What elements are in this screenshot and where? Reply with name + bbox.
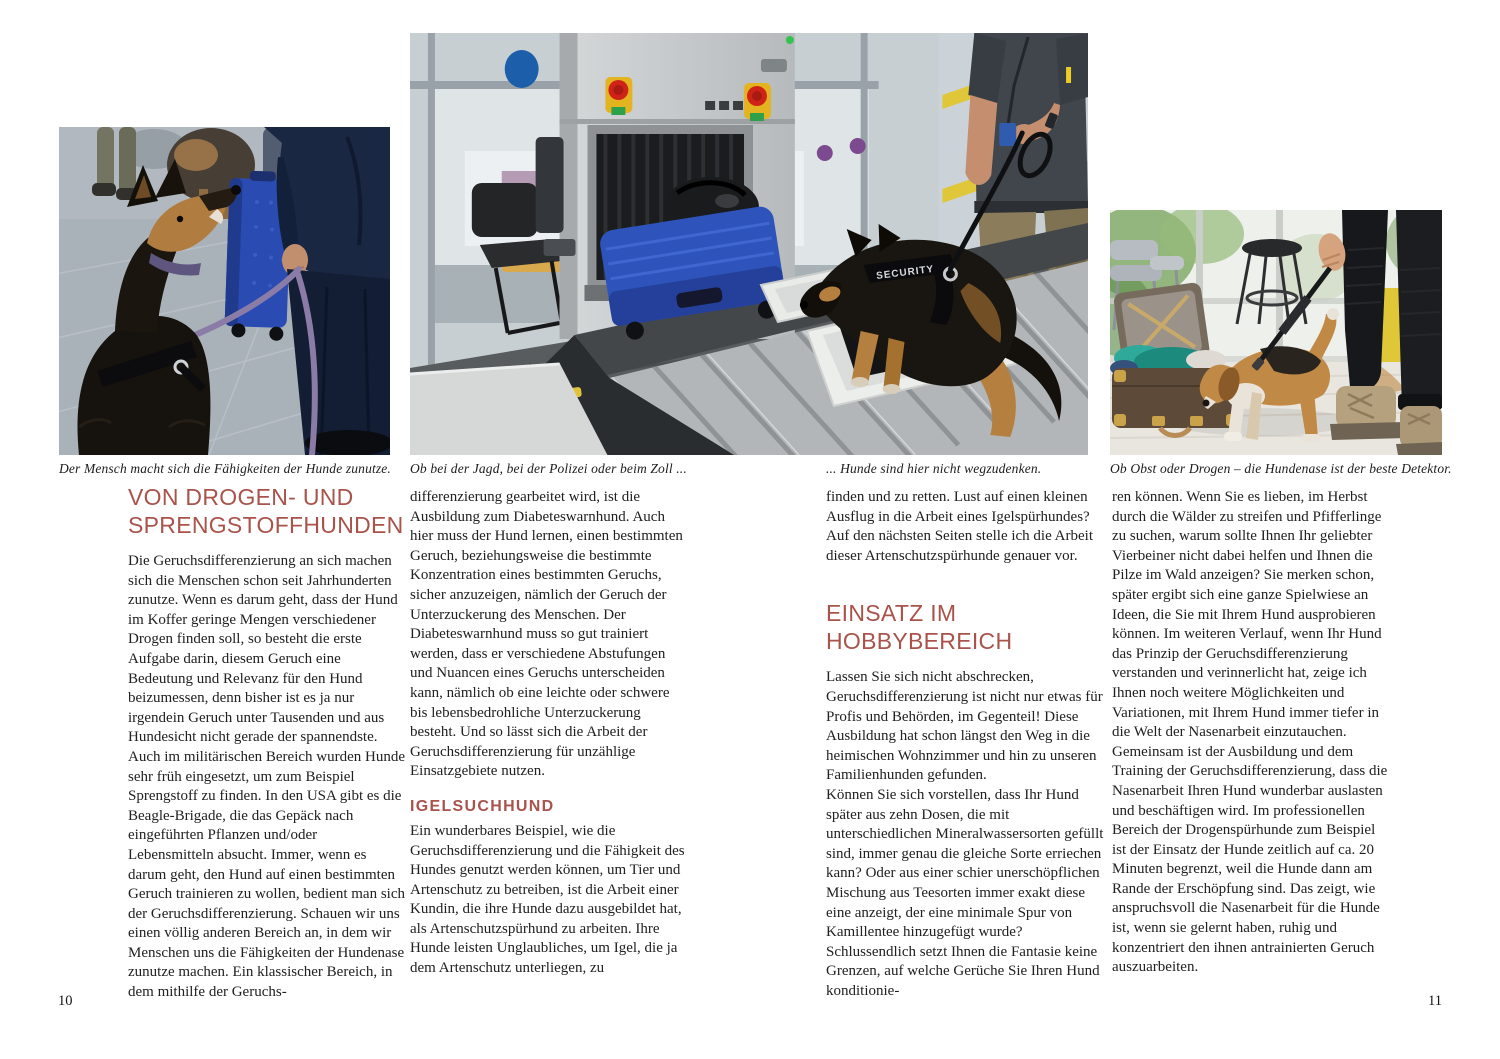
black-pant-left [1342, 210, 1388, 391]
body-paragraph: ren können. Wenn Sie es lieben, im Herbst durch die Wälder zu streifen und Pfifferlinge zu suchen, warum sollte Ihnen Ihr geliebter Vierbeiner nicht dabei helfen und Ihnen die Pilze im Wald anzeigen? Sie merken schon, später ergibt sich eine ganze Spielwiese an Ideen, die Sie mit Ihrem Hund ausprobieren können. Im weiteren Verlauf, wenn Ihr Hund das Prinzip der Geruchsdifferenzierung verstanden und verinnerlicht hat, zeige ich Ihnen noch weitere Möglichkeiten und Variationen, mit Ihrem Hund immer tiefer in die Welt der Nasenarbeit einzutauchen. [1112, 489, 1382, 741]
caption-photo-right: Ob Obst oder Drogen – die Hundenase ist der beste Detektor. [1110, 461, 1452, 476]
body-paragraph: Die Geruchsdifferenzierung an sich machen sich die Menschen schon seit Jahrhunderten zunutze. Wenn es darum geht, dass der Hund im Koffer geringe Mengen verschiedener Drogen finden soll, so besteht die erste Aufgabe darin, diesem Geruch eine Bedeutung und Relevanz für den Hund beizumessen, denn bisher ist es ja nur irgendein Geruch unter Tausenden und aus Hundesicht nicht gerade der spannendste. Auch im militärischen Bereich wurden Hunde sehr früh eingesetzt, um zum Beispiel Sprengstoff zu finden. In den USA gibt es die Beagle-Brigade, die das Gepäck nach eingeführten Pflanzen und/oder Lebensmitteln absucht. Immer, wenn es darum geht, den Hund auf einen bestimmten Geruch trainieren zu wollen, bedient man sich der Geruchsdifferenzierung. Schauen wir uns einen völlig anderen Bereich an, in dem wir Menschen uns die Fähigkeiten der Hundenase zunutze machen. Ein klassischer Bereich, in dem mithilfe der Geruchs- [128, 553, 406, 1001]
beagle-illustration [1110, 210, 1442, 455]
heading-drogen-sprengstoffhunde: VON DROGEN- UND SPRENGSTOFFHUNDEN [128, 484, 404, 538]
heading-einsatz-hobbybereich: EINSATZ IM HOBBYBEREICH [826, 600, 1013, 654]
caption-photo-left: Der Mensch macht sich die Fähigkeiten der Hunde zunutze. [59, 461, 391, 476]
yellow-pen [1066, 67, 1071, 83]
text-column-3 [826, 488, 1104, 1001]
polo-sleeve-right [1056, 33, 1088, 105]
page-number-left: 10 [58, 993, 73, 1009]
dog-eye [177, 216, 183, 222]
body-paragraph: Ein wunderbares Beispiel, wie die Geruchsdifferenzierung und die Fähigkeit des Hundes genutzt werden können, um Tier und Artenschutz zu betreiben, ist die Arbeit einer Kundin, die ihre Hunde dazu ausgebildet hat, als Artenschutzspürhund zu arbeiten. Ihre Hunde leisten Unglaubliches, um Igel, die ja dem Artenschutz unterliegen, zu [410, 822, 685, 977]
body-paragraph: Können Sie sich vorstellen, dass Ihr Hund später aus zehn Dosen, die mit unterschiedlichen Mineralwassersorten gefüllt sind, immer genau die gleiche Sorte erriechen kann? Oder aus einer schier unerschöpflichen Mischung aus Teesorten immer exakt diese eine anzeigt, der eine minimale Spur von Kamillentee hinzugefügt wurde? Schlussendlich setzt Ihnen die Fantasie keine Grenzen, auf welche Gerüche Sie Ihren Hund konditionie- [826, 786, 1104, 999]
photo-security-checkpoint [410, 33, 1088, 455]
vent [761, 59, 787, 72]
caption-photo-center-right: ... Hunde sind hier nicht wegzudenken. [826, 461, 1042, 476]
front-paw [1224, 432, 1242, 441]
emergency-stop-button-2 [744, 83, 771, 121]
body-paragraph: Lassen Sie sich nicht abschrecken, Geruchsdifferenzierung ist nicht nur etwas für Profis und Behörden, im Gegenteil! Diese Ausbildung hat schon längst den Weg in die heimischen Wohnzimmer und hin zu unseren Familienhunden gefunden. [826, 669, 1103, 784]
monitor [536, 137, 564, 233]
text-column-2 [410, 488, 688, 979]
body-paragraph: Gemeinsam ist der Ausbildung und dem Training der Geruchsdifferenzierung, dass die Nasenarbeit Ihren Hund wunderbar auslasten und beschäftigen wird. Im professionellen Bereich der Drogenspürhunde zum Beispiel ist der Einsatz der Hunde zeitlich auf ca. 20 Minuten begrenzt, weil die Hunde dann am Rande der Erschöpfung sind. Das zeigt, wie anspruchsvoll die Nasenarbeit für die Hunde ist, wenn sie gelernt haben, ruhig und konzentriert den ihnen antrainierten Geruch auszuarbeiten. [1112, 743, 1388, 976]
dog-handler-illustration [59, 127, 390, 455]
tail-white-tip [1327, 308, 1339, 320]
photo-beagle-suitcase [1110, 210, 1442, 455]
dog-nose [231, 185, 241, 195]
checkpoint-illustration [410, 33, 1088, 455]
photo-dog-and-handler [59, 127, 390, 455]
keypad [544, 239, 576, 256]
beagle-nose [1203, 400, 1210, 407]
page-number-right: 11 [1428, 993, 1442, 1009]
dog-nose [800, 301, 808, 309]
black-pant-right [1396, 210, 1442, 410]
indicator-squares [705, 101, 743, 110]
body-paragraph: differenzierung gearbeitet wird, ist die Ausbildung zum Diabeteswarnhund. Auch hier muss der Hund lernen, einen bestimmten Geruch, beziehungsweise die bestimmte Konzentration eines bestimmten Geruchs, sicher anzuzeigen, nämlich der Geruch der Unterzuckerung des Menschen. Der Diabeteswarnhund muss so gut trainiert werden, dass er verschiedene Abstufungen und Nuancen eines Geruchs unterscheiden kann, nämlich ob eine leichte oder schwere bis lebensbedrohliche Unterzuckerung besteht. Und so lässt sich die Arbeit der Geruchsdifferenzierung für unzählige Einsatzgebiete nutzen. [410, 489, 683, 780]
caption-photo-center-left: Ob bei der Jagd, bei der Polizei oder beim Zoll ... [410, 461, 687, 476]
id-badge [999, 123, 1016, 146]
harness-label: SECURITY [875, 263, 935, 282]
text-column-4 [1112, 488, 1390, 978]
tan-boot-right [1396, 406, 1442, 455]
subheading-igelsuchhund: IGELSUCHHUND [410, 797, 555, 815]
body-paragraph: finden und zu retten. Lust auf einen kleinen Ausflug in die Arbeit eines Igelspürhundes? Auf den nächsten Seiten stelle ich die Arbeit dieser Artenschutzspürhunde genauer vor. [826, 489, 1094, 564]
text-column-1 [128, 484, 406, 1003]
green-led [786, 36, 794, 44]
emergency-stop-button [605, 77, 632, 115]
hind-paw [1302, 434, 1320, 443]
